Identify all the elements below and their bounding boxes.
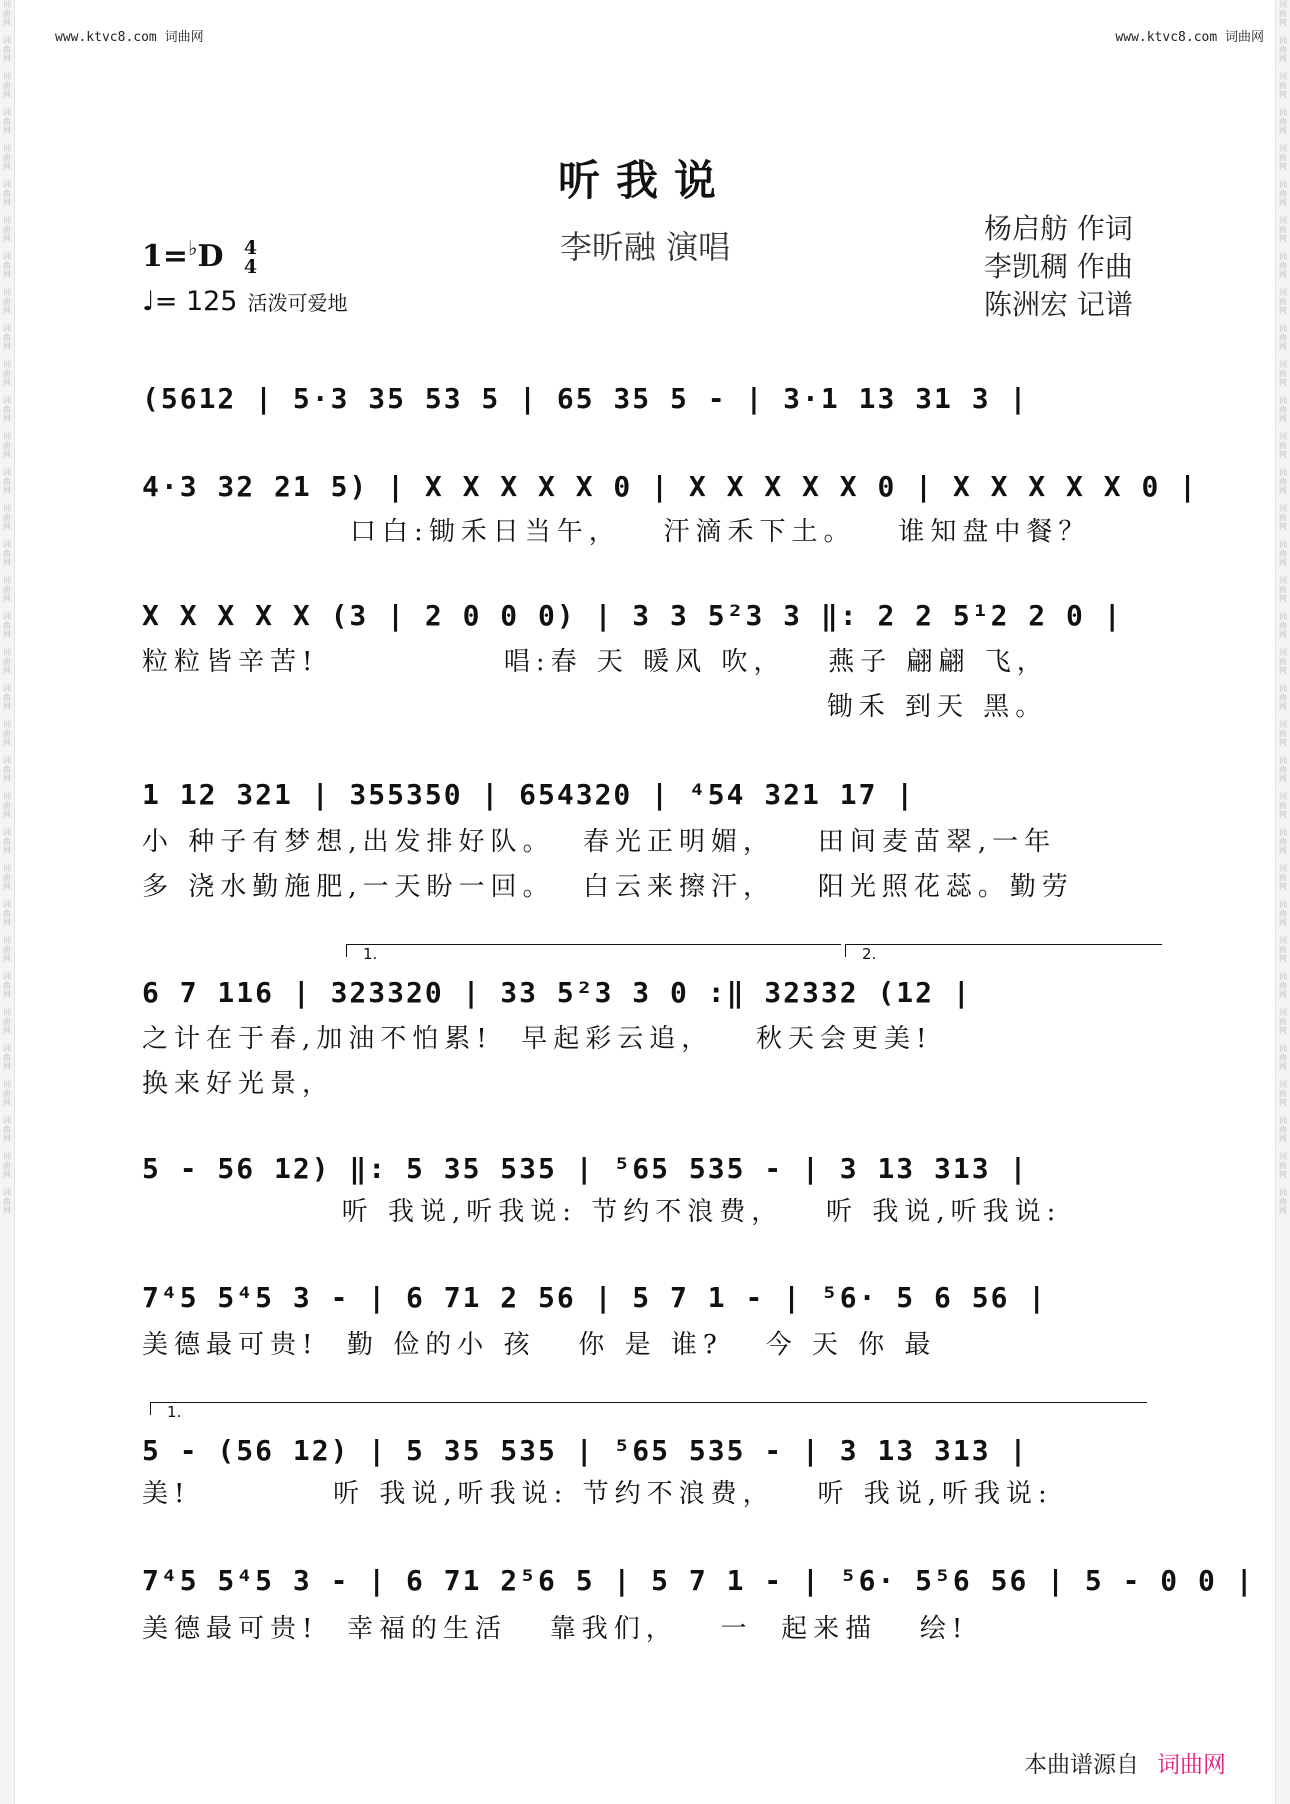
- volta-bracket-3: 1.: [150, 1402, 1147, 1415]
- source-label: 本曲谱源自: [1024, 1752, 1139, 1778]
- lyric-row-3-line-1: 粒粒皆辛苦! 唱:春 天 暖风 吹， 燕子 翩翩 飞，: [142, 647, 1049, 677]
- tempo-marking: [142, 286, 348, 317]
- transcriber-credit: 陈洲宏 记谱: [984, 288, 1133, 321]
- flat-icon: ♭: [188, 236, 198, 260]
- right-watermark-strip: 词 曲 网 词 曲 网 词 曲 网 词 曲 网 词 曲 网 词 曲 网 词 曲 网 词 曲 网 词 曲 网 词 曲 网 词 曲 网 词 曲 网 词 曲 网 词 曲 网 词 曲 网 词 曲 网 词 曲 网 词 曲 网 词 曲 网 词 曲 网 词 曲 网 词 曲 网 词 曲 网 词 曲 网 词 曲 网 词 曲 网 词 曲 网 词 曲 网 词 曲 网 词 曲 网 词 曲 网 词 曲 网 词 曲 网 词 曲 网: [1275, 0, 1290, 1804]
- lyric-row-6-line-1: 听 我说,听我说: 节约不浪费， 听 我说,听我说:: [142, 1197, 1062, 1227]
- score-row-6: 5 - 56 12) ‖: 5 35 535 | ⁵65 535 - | 3 13 313 |: [142, 1152, 1029, 1185]
- time-signature: [244, 239, 257, 277]
- tempo-value: = 125: [154, 286, 238, 317]
- score-row-5: 6 7 116 | 323320 | 33 5²3 3 0 :‖ 32332 (12 |: [142, 976, 972, 1009]
- site-url-right[interactable]: www.ktvc8.com 词曲网: [1115, 30, 1264, 45]
- site-url-left[interactable]: www.ktvc8.com 词曲网: [55, 30, 204, 45]
- lyric-row-9-line-1: 美德最可贵! 幸福的生活 靠我们， 一 起来描 绘!: [142, 1614, 969, 1644]
- score-row-4: 1 12 321 | 355350 | 654320 | ⁴54 321 17 |: [142, 778, 916, 811]
- lyric-row-8-line-1: 美! 听 我说,听我说: 节约不浪费， 听 我说,听我说:: [142, 1479, 1053, 1509]
- tempo-expression: 活泼可爱地: [247, 291, 348, 315]
- time-bottom: 4: [243, 256, 258, 278]
- lyric-row-7-line-1: 美德最可贵! 勤 俭的小 孩 你 是 谁? 今 天 你 最: [142, 1330, 937, 1360]
- credits-block: [984, 210, 1133, 324]
- time-top: 4: [243, 237, 258, 259]
- source-credit: [1024, 1746, 1226, 1779]
- lyric-row-5-line-2: 换来好光景，: [142, 1069, 335, 1099]
- key-signature: [142, 236, 257, 277]
- quarter-note-icon: ♩: [142, 286, 155, 317]
- key-prefix: 1=: [142, 239, 189, 274]
- lyric-row-5-line-1: 之计在于春,加油不怕累! 早起彩云追， 秋天会更美!: [142, 1024, 933, 1054]
- score-row-7: 7⁴5 5⁴5 3 - | 6 71 2 56 | 5 7 1 - | ⁵6· 5 6 56 |: [142, 1281, 1048, 1314]
- score-row-3: X X X X X (3 | 2 0 0 0) | 3 3 5²3 3 ‖: 2 2 5¹2 2 0 |: [142, 599, 1123, 632]
- composer-credit: 李凯稠 作曲: [984, 250, 1133, 283]
- source-brand-link[interactable]: 词曲网: [1157, 1752, 1226, 1778]
- volta-bracket-2: 2.: [845, 944, 1162, 957]
- lyric-row-4-line-1: 小 种子有梦想,出发排好队。 春光正明媚， 田间麦苗翠,一年: [142, 827, 1057, 857]
- score-row-9: 7⁴5 5⁴5 3 - | 6 71 2⁵6 5 | 5 7 1 - | ⁵6· 5⁵6 56 | 5 - 0 0 |: [142, 1564, 1255, 1597]
- lyric-row-2-line-1: 口白:锄禾日当午， 汗滴禾下土。 谁知盘中餐？: [350, 517, 1091, 547]
- lyric-row-3-line-2: 锄禾 到天 黑。: [142, 692, 1048, 722]
- volta-bracket-1: 1.: [346, 944, 841, 957]
- lyricist-credit: 杨启舫 作词: [984, 212, 1133, 245]
- score-row-2: 4·3 32 21 5) | X X X X X 0 | X X X X X 0 | X X X X X 0 |: [142, 470, 1199, 503]
- song-title: 听我说: [557, 156, 732, 205]
- left-watermark-strip: 词 曲 网 词 曲 网 词 曲 网 词 曲 网 词 曲 网 词 曲 网 词 曲 网 词 曲 网 词 曲 网 词 曲 网 词 曲 网 词 曲 网 词 曲 网 词 曲 网 词 曲 网 词 曲 网 词 曲 网 词 曲 网 词 曲 网 词 曲 网 词 曲 网 词 曲 网 词 曲 网 词 曲 网 词 曲 网 词 曲 网 词 曲 网 词 曲 网 词 曲 网 词 曲 网 词 曲 网 词 曲 网 词 曲 网 词 曲 网: [0, 0, 15, 1804]
- key-note: D: [197, 239, 224, 274]
- score-row-1: (5612 | 5·3 35 53 5 | 65 35 5 - | 3·1 13 31 3 |: [142, 382, 1029, 415]
- singer-credit: 李昕融 演唱: [559, 228, 731, 266]
- score-row-8: 5 - (56 12) | 5 35 535 | ⁵65 535 - | 3 13 313 |: [142, 1434, 1029, 1467]
- lyric-row-4-line-2: 多 浇水勤施肥,一天盼一回。 白云来擦汗， 阳光照花蕊。勤劳: [142, 872, 1074, 902]
